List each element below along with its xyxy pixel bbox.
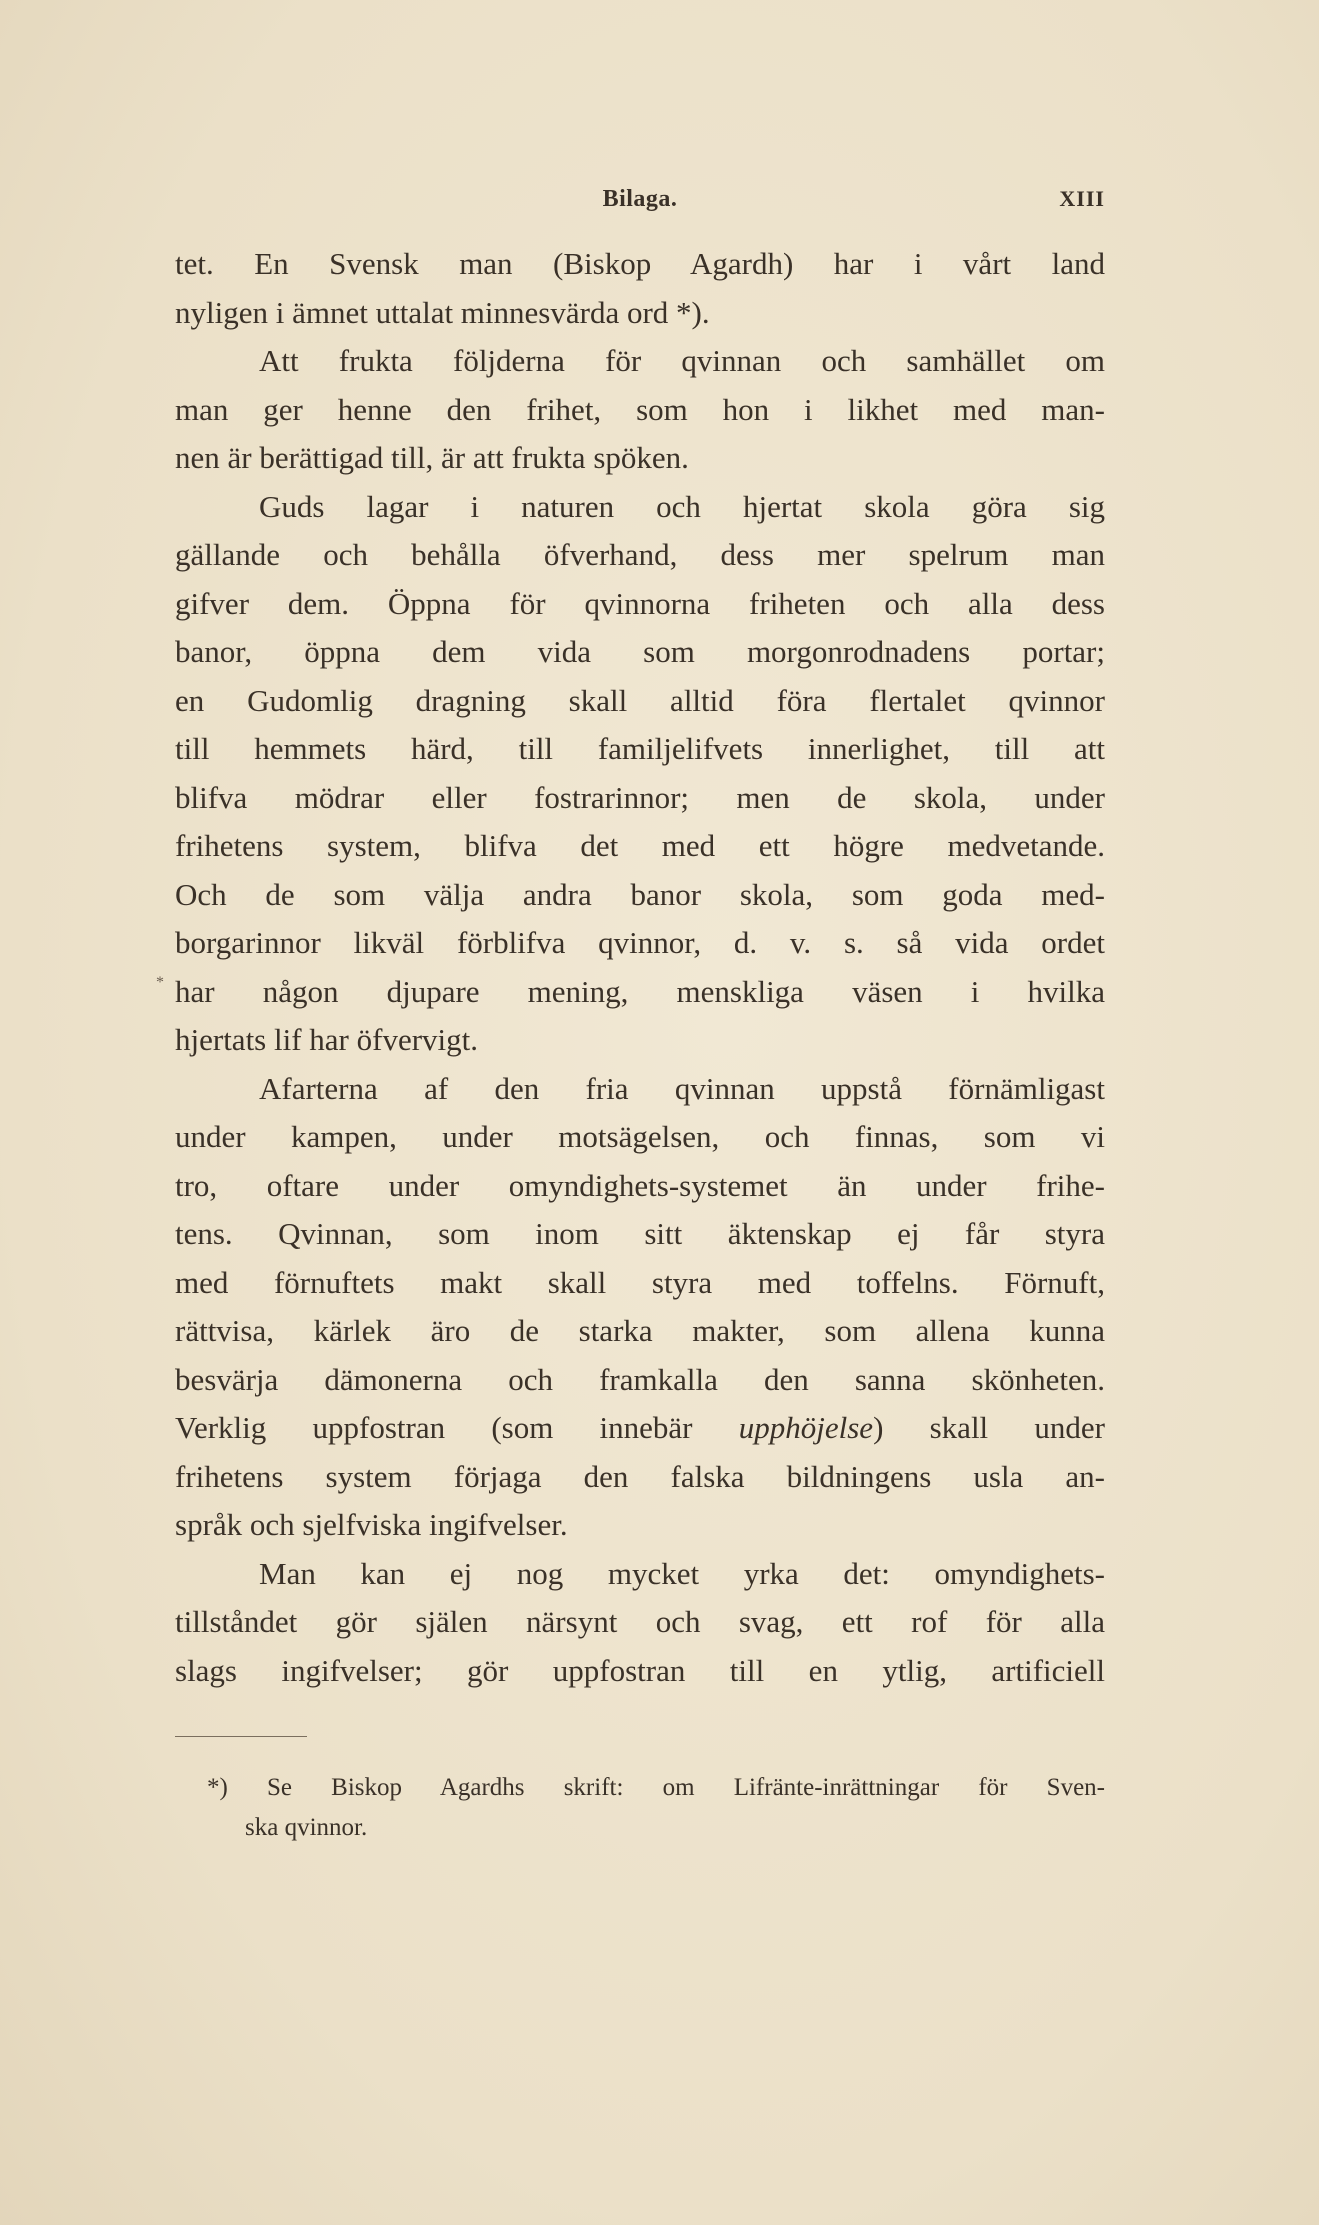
text-line: nen är berättigad till, är att frukta spöken. — [175, 440, 689, 475]
text-line: frihetens system förjaga den falska bildningens usla an- — [175, 1458, 1105, 1494]
text-line: gifver dem. Öppna för qvinnorna friheten och alla dess — [175, 585, 1105, 621]
text-line: rättvisa, kärlek äro de starka makter, som allena kunna — [175, 1313, 1105, 1348]
text-line: tro, oftare under omyndighets-systemet än under frihe- — [175, 1167, 1105, 1203]
text-line: tens. Qvinnan, som inom sitt äktenskap ej får styra — [175, 1216, 1105, 1251]
footnote-line: ska qvinnor. — [245, 1814, 368, 1841]
footnote-line: *) Se Biskop Agardhs skrift: om Lifränte-inrättningar för Sven- — [207, 1774, 1105, 1801]
running-head: Bilaga. — [602, 186, 678, 212]
page-number: XIII — [1059, 186, 1105, 211]
text-line: Man kan ej nog mycket yrka det: omyndighets- — [259, 1555, 1105, 1591]
text-line: besvärja dämonerna och framkalla den sanna skönheten. — [175, 1361, 1105, 1397]
text-line: Och de som välja andra banor skola, som goda med- — [175, 876, 1105, 912]
text-line: gällande och behålla öfverhand, dess mer spelrum man — [175, 537, 1105, 572]
body-text — [175, 240, 1105, 1695]
text-line: banor, öppna dem vida som morgonrodnadens portar; — [175, 634, 1105, 669]
text-line: nyligen i ämnet uttalat minnesvärda ord *). — [175, 294, 710, 330]
text-line: Att frukta följderna för qvinnan och samhället om — [259, 343, 1105, 378]
text-line: har någon djupare mening, menskliga väsen i hvilka — [175, 973, 1105, 1009]
text-line: hjertats lif har öfvervigt. — [175, 1022, 479, 1057]
text-line: tillståndet gör själen närsynt och svag, ett rof för alla — [175, 1604, 1105, 1639]
page-header — [175, 186, 1105, 226]
text-line: man ger henne den frihet, som hon i likhet med man- — [175, 391, 1105, 427]
footnote — [175, 1768, 1105, 1848]
text-line: en Gudomlig dragning skall alltid föra flertalet qvinnor — [175, 682, 1105, 718]
text-line: Afarterna af den fria qvinnan uppstå förnämligast — [259, 1070, 1105, 1106]
text-line: Verklig uppfostran (som innebär upphöjelse) skall under — [175, 1410, 1105, 1445]
margin-mark: * — [156, 974, 164, 991]
text-line: borgarinnor likväl förblifva qvinnor, d. v. s. så vida ordet — [175, 925, 1105, 960]
text-line: språk och sjelfviska ingifvelser. — [175, 1507, 568, 1542]
text-line: tet. En Svensk man (Biskop Agardh) har i vårt land — [175, 246, 1105, 281]
text-line: Guds lagar i naturen och hjertat skola göra sig — [259, 488, 1105, 524]
text-line: till hemmets härd, till familjelifvets innerlighet, till att — [175, 731, 1105, 766]
text-line: under kampen, under motsägelsen, och finnas, som vi — [175, 1119, 1105, 1154]
text-line: frihetens system, blifva det med ett högre medvetande. — [175, 828, 1105, 863]
text-line: slags ingifvelser; gör uppfostran till en ytlig, artificiell — [175, 1652, 1105, 1688]
emphasis: upphöjelse — [738, 1410, 874, 1445]
footnote-divider — [175, 1736, 307, 1737]
text-line: med förnuftets makt skall styra med toffelns. Förnuft, — [175, 1264, 1105, 1300]
text-line: blifva mödrar eller fostrarinnor; men de skola, under — [175, 779, 1105, 815]
